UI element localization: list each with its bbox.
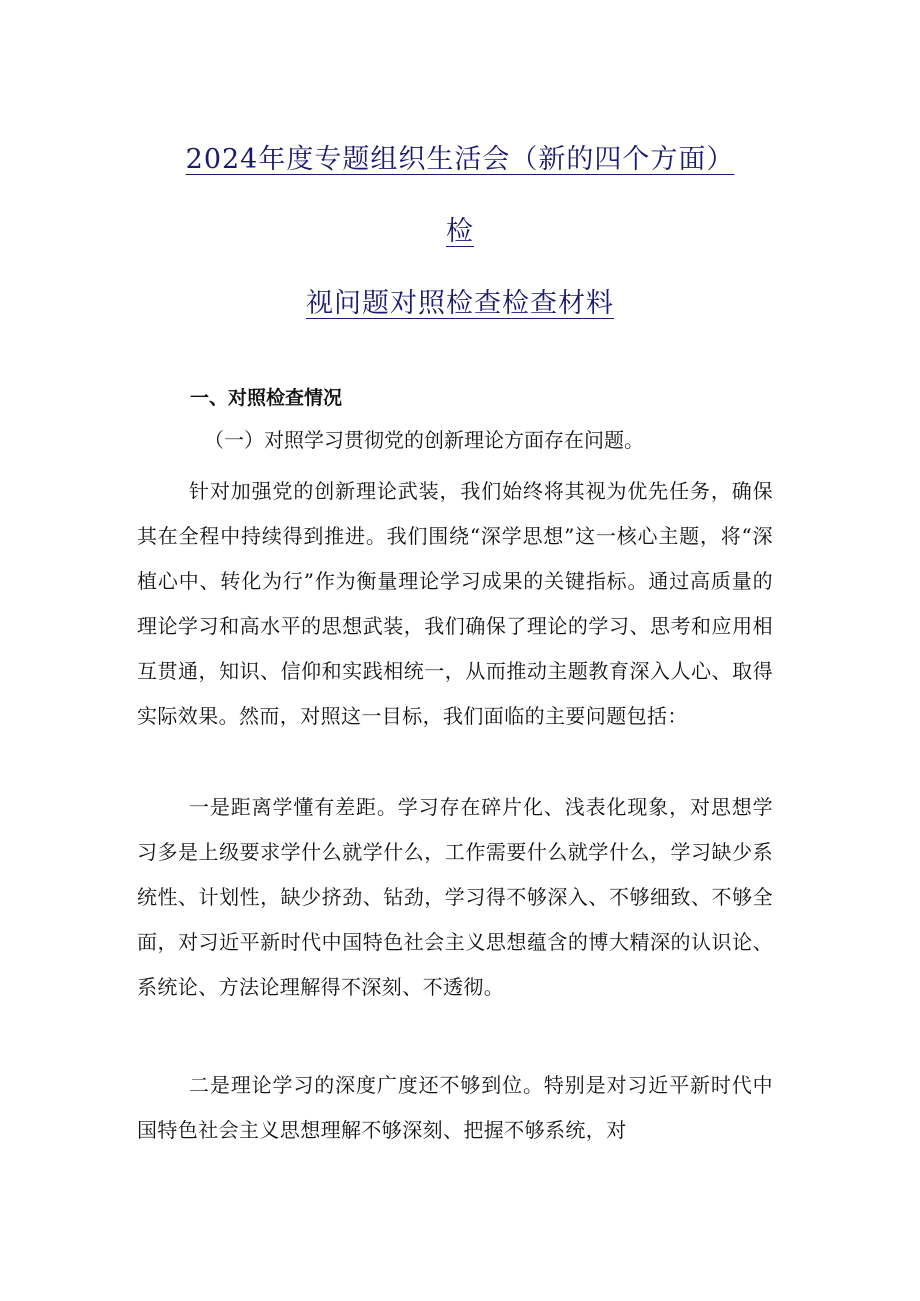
title-text-2: 检 <box>446 216 474 247</box>
document-title-line-2 <box>0 212 920 252</box>
document-title-line-1 <box>0 140 920 180</box>
body-paragraph-3: 二是理论学习的深度广度还不够到位。特别是对习近平新时代中国特色社会主义思想理解不够深刻、把握不够系统，对 <box>137 1073 773 1142</box>
title-text-3: 视问题对照检查检查材料 <box>306 288 614 319</box>
title-text-1: 2024年度专题组织生活会（新的四个方面） <box>185 144 735 175</box>
subsection-heading: （一）对照学习贯彻党的创新理论方面存在问题。 <box>204 428 644 452</box>
document-title-line-3 <box>0 284 920 324</box>
body-paragraph-1: 针对加强党的创新理论武装，我们始终将其视为优先任务，确保其在全程中持续得到推进。我们围绕“深学思想”这一核心主题，将“深植心中、转化为行”作为衡量理论学习成果的关键指标。通过高质量的理论学习和高水平的思想武装，我们确保了理论的学习、思考和应用相互贯通，知识、信仰和实践相统一，从而推动主题教育深入人心、取得实际效果。然而，对照这一目标，我们面临的主要问题包括： <box>137 479 773 728</box>
body-paragraph-2: 一是距离学懂有差距。学习存在碎片化、浅表化现象，对思想学习多是上级要求学什么就学什么，工作需要什么就学什么，学习缺少系统性、计划性，缺少挤劲、钻劲，学习得不够深入、不够细致、不够全面，对习近平新时代中国特色社会主义思想蕴含的博大精深的认识论、系统论、方法论理解得不深刻、不透彻。 <box>137 795 773 999</box>
section-heading: 一、对照检查情况 <box>190 387 343 409</box>
